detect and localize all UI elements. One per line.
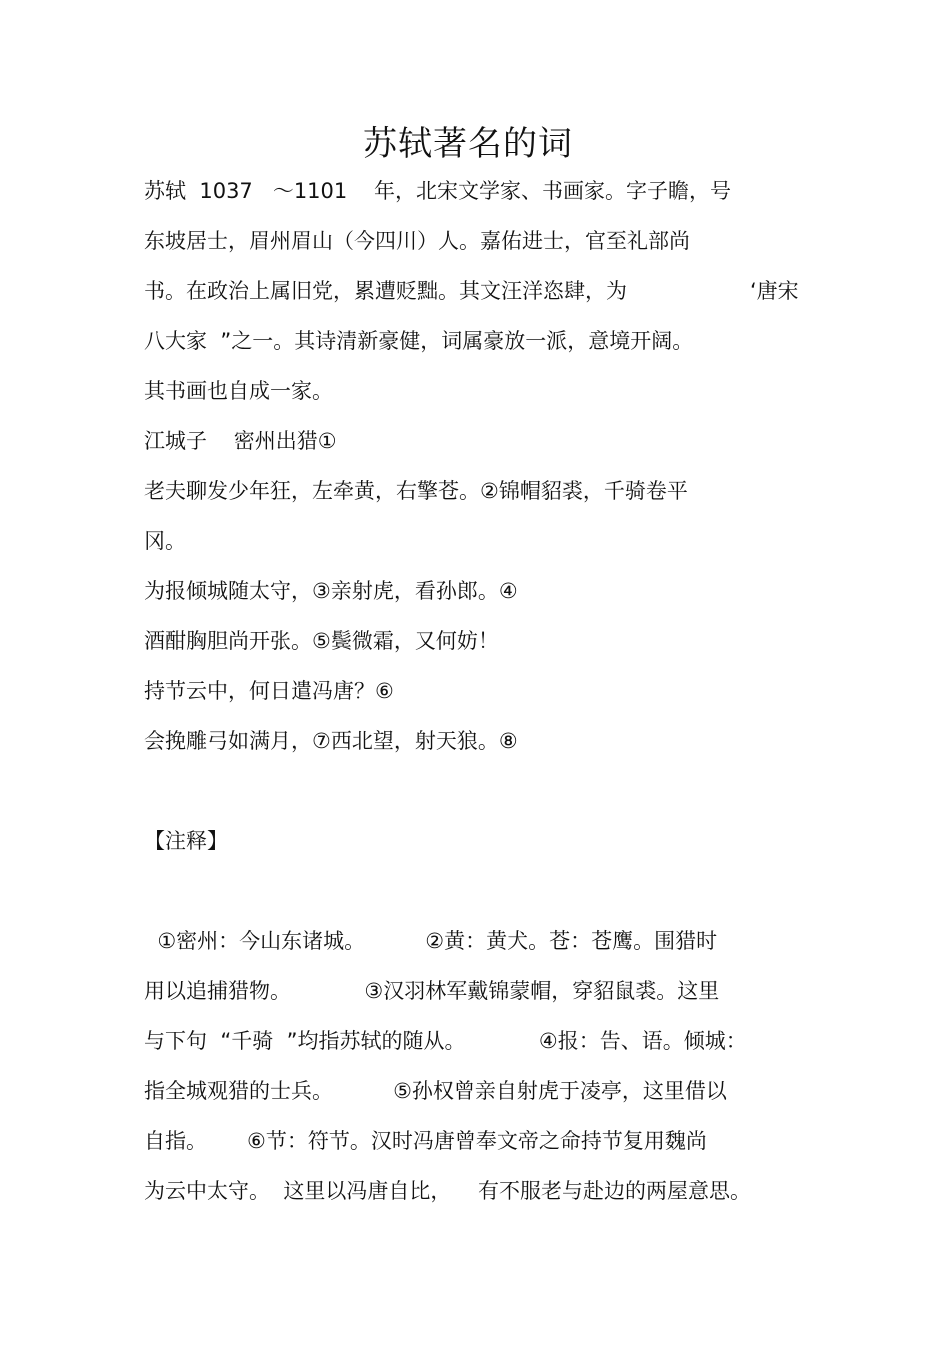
notes-line-6: 为云中太守。 这里以冯唐自比， 有不服老与赴边的两屋意思。	[144, 1179, 752, 1203]
notes-line-5: 自指。 ⑥节：符节。汉时冯唐曾奉文帝之命持节复用魏尚	[144, 1129, 707, 1153]
intro-line-4: 八大家 ”之一。其诗清新豪健，词属豪放一派，意境开阔。	[144, 329, 694, 353]
poem-line-3: 为报倾城随太守，③亲射虎，看孙郎。④	[144, 579, 518, 603]
notes-line-3: 与下句 “千骑 ”均指苏轼的随从。 ④报：告、语。倾城：	[144, 1029, 747, 1053]
intro-line-3: 书。在政治上属旧党，累遭贬黜。其文汪洋恣肆，为	[144, 279, 627, 303]
intro-line-1: 苏轼 1037 ～1101 年，北宋文学家、书画家。字子瞻，号	[144, 179, 731, 203]
poem-line-4: 酒酣胸胆尚开张。⑤鬓微霜，又何妨！	[144, 629, 499, 653]
notes-line-1: ①密州：今山东诸城。 ②黄：黄犬。苍：苍鹰。围猎时	[144, 929, 718, 953]
poem-line-2: 冈。	[144, 529, 186, 553]
intro-line-3-fragment: ‘唐宋	[750, 279, 799, 303]
poem-line-5: 持节云中，何日遣冯唐？⑥	[144, 679, 394, 703]
poem-title: 江城子 密州出猎①	[144, 429, 337, 453]
poem-line-6: 会挽雕弓如满月，⑦西北望，射天狼。⑧	[144, 729, 518, 753]
intro-line-2: 东坡居士，眉州眉山（今四川）人。嘉佑进士，官至礼部尚	[144, 229, 690, 253]
notes-line-2: 用以追捕猎物。 ③汉羽林军戴锦蒙帽，穿貂鼠裘。这里	[144, 979, 720, 1003]
poem-line-1: 老夫聊发少年狂，左牵黄，右擎苍。②锦帽貂裘，千骑卷平	[144, 479, 688, 503]
notes-heading: 【注释】	[144, 829, 228, 853]
intro-line-5: 其书画也自成一家。	[144, 379, 333, 403]
document-title: 苏轼著名的词	[363, 124, 573, 164]
notes-line-4: 指全城观猎的士兵。 ⑤孙权曾亲自射虎于凌亭，这里借以	[144, 1079, 727, 1103]
